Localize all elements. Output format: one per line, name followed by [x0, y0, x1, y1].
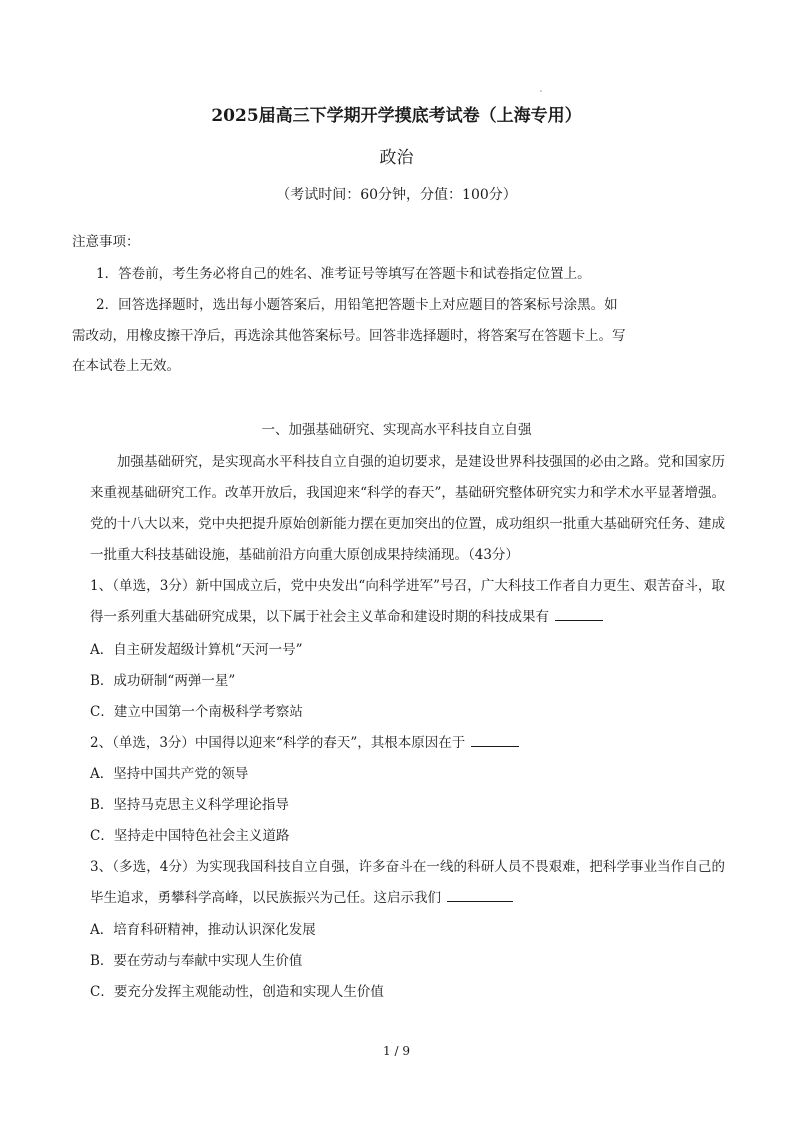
question-3-option-a: A．培育科研精神，推动认识深化发展 — [90, 922, 316, 938]
question-2-option-a: A．坚持中国共产党的领导 — [90, 766, 249, 782]
notice-heading: 注意事项： — [72, 234, 140, 250]
question-2-option-c: C．坚持走中国特色社会主义道路 — [90, 828, 290, 844]
question-3-option-b: B．要在劳动与奉献中实现人生价值 — [90, 953, 303, 969]
notice-item-2-line-2: 需改动，用橡皮擦干净后，再选涂其他答案标号。回答非选择题时，将答案写在答题卡上。写 — [72, 328, 626, 344]
answer-blank — [471, 732, 519, 747]
question-3-option-c: C．要充分发挥主观能动性，创造和实现人生价值 — [90, 984, 384, 1000]
question-1-option-a: A．自主研发超级计算机“天河一号” — [90, 642, 303, 658]
question-3-stem: 3、（多选，4分）为实现我国科技自立自强，许多奋斗在一线的科研人员不畏艰难，把科学事业当作自己的毕生追求，勇攀科学高峰，以民族振兴为己任。这启示我们 — [90, 859, 725, 906]
notice-item-1: 1．答卷前，考生务必将自己的姓名、准考证号等填写在答题卡和试卷指定位置上。 — [96, 266, 591, 282]
answer-blank — [555, 606, 603, 621]
subject-title: 政治 — [379, 148, 414, 168]
question-1-option-b: B．成功研制“两弹一星” — [90, 673, 236, 689]
question-1-option-c: C．建立中国第一个南极科学考察站 — [90, 704, 303, 720]
question-2-option-b: B．坚持马克思主义科学理论指导 — [90, 797, 289, 813]
question-2 — [90, 728, 725, 759]
notice-item-2-line-3: 在本试卷上无效。 — [72, 358, 180, 374]
page-number: 1 / 9 — [383, 1044, 410, 1058]
question-1-stem: 1、（单选，3分）新中国成立后，党中央发出“向科学进军”号召，广大科技工作者自力更生、艰苦奋斗，取得一系列重大基础研究成果，以下属于社会主义革命和建设时期的科技成果有 — [90, 578, 725, 625]
answer-blank — [447, 887, 513, 902]
exam-time-info: （考试时间：60分钟，分值：100分） — [276, 187, 517, 203]
exam-title: 2025届高三下学期开学摸底考试卷（上海专用） — [211, 106, 582, 126]
notice-item-2-line-1: 2．回答选择题时，选出每小题答案后，用铅笔把答题卡上对应题目的答案标号涂黑。如 — [96, 297, 618, 313]
question-1 — [90, 571, 725, 633]
question-3 — [90, 852, 725, 914]
section-intro: 加强基础研究，是实现高水平科技自立自强的迫切要求，是建设世界科技强国的必由之路。党和国家历来重视基础研究工作。改革开放后，我国迎来“科学的春天”，基础研究整体研究实力和学术水平显著增强。党的十八大以来，党中央把提升原始创新能力摆在更加突出的位置，成功组织一批重大基础研究任务、建成一批重大科技基础设施，基础前沿方向重大原创成果持续涌现。（43分） — [90, 454, 725, 563]
scan-speck — [540, 90, 542, 92]
section-title: 一、加强基础研究、实现高水平科技自立自强 — [261, 422, 532, 438]
question-2-stem: 2、（单选，3分）中国得以迎来“科学的春天”，其根本原因在于 — [90, 735, 466, 751]
